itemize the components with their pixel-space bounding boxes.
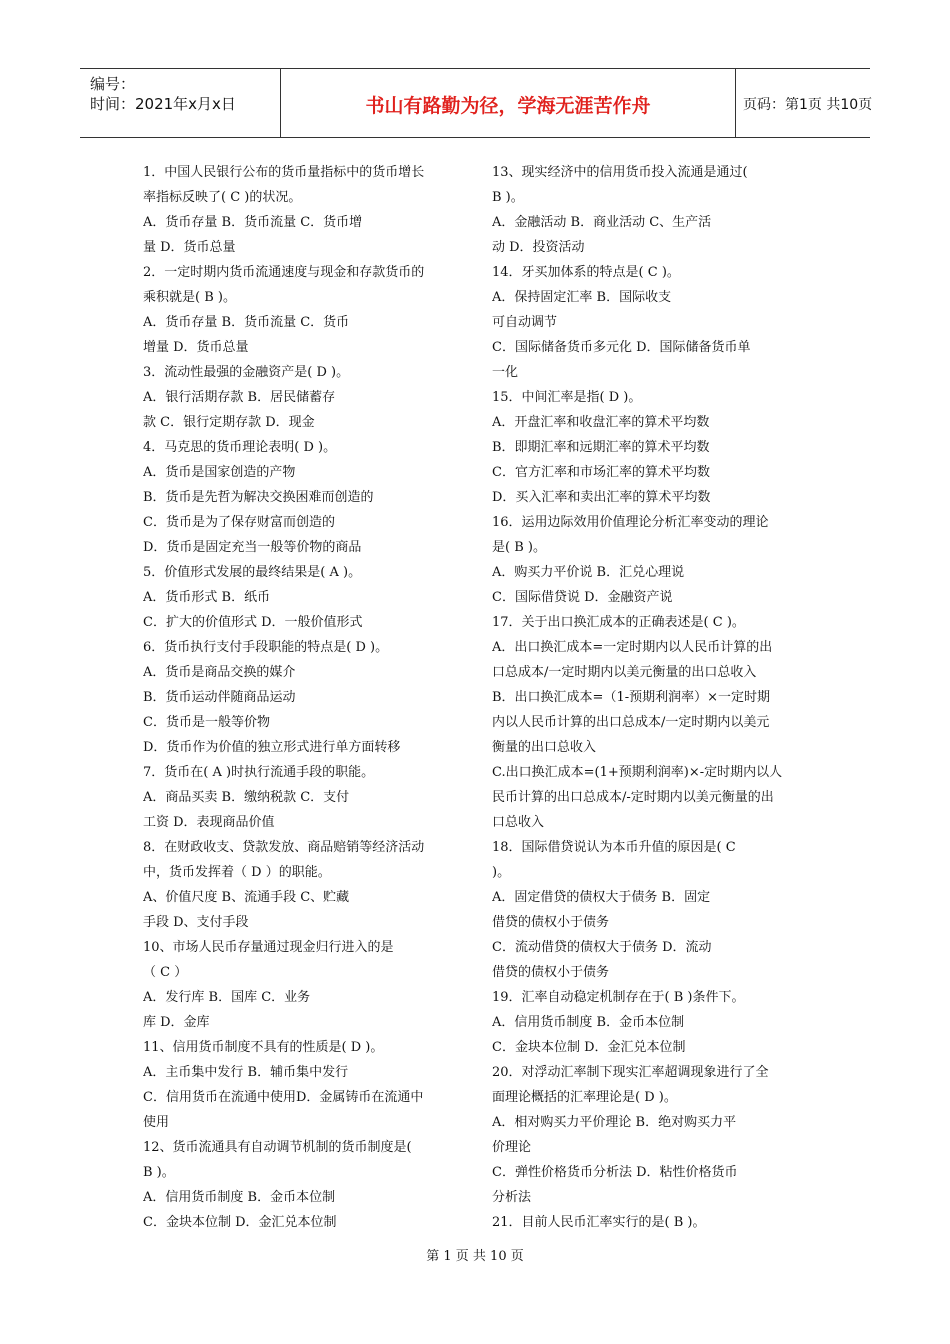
time-label: 时间：2021年x月x日: [90, 95, 236, 113]
text-line: A．相对购买力平价理论 B．绝对购买力平: [492, 1115, 737, 1130]
text-line: B．出口换汇成本=（1-预期利润率）×一定时期: [492, 690, 771, 705]
text-line: 增量 D．货币总量: [143, 340, 249, 355]
text-line: C．信用货币在流通中使用D．金属铸币在流通中: [143, 1090, 424, 1105]
text-line: C．金块本位制 D．金汇兑本位制: [143, 1215, 337, 1230]
text-line: 衡量的出口总收入: [492, 740, 597, 755]
text-line: 民币计算的出口总成本/-定时期内以美元衡量的出: [492, 790, 774, 805]
text-line: A．货币是国家创造的产物: [143, 465, 296, 480]
text-line: 15．中间汇率是指( D )。: [492, 390, 642, 405]
text-line: 分析法: [492, 1190, 532, 1205]
text-line: C．金块本位制 D．金汇兑本位制: [492, 1040, 686, 1055]
text-line: A．信用货币制度 B．金币本位制: [492, 1015, 685, 1030]
text-line: 11、信用货币制度不具有的性质是( D )。: [143, 1040, 384, 1055]
text-line: A．开盘汇率和收盘汇率的算术平均数: [492, 415, 710, 430]
text-line: （ C ）: [143, 965, 188, 980]
text-line: D．货币作为价值的独立形式进行单方面转移: [143, 740, 401, 755]
text-line: C.出口换汇成本=(1+预期利润率)×-定时期内以人: [492, 765, 783, 780]
text-line: A．金融活动 B．商业活动 C、生产活: [492, 215, 712, 230]
text-line: 14．牙买加体系的特点是( C )。: [492, 265, 680, 280]
text-line: 21．目前人民币汇率实行的是( B )。: [492, 1215, 706, 1230]
text-line: A．信用货币制度 B．金币本位制: [143, 1190, 336, 1205]
text-line: 手段 D、支付手段: [143, 915, 249, 930]
text-line: 款 C．银行定期存款 D．现金: [143, 415, 315, 430]
text-line: D．货币是固定充当一般等价物的商品: [143, 540, 362, 555]
text-line: C．流动借贷的债权大于债务 D．流动: [492, 940, 712, 955]
text-line: A．货币是商品交换的媒介: [143, 665, 296, 680]
text-line: B．货币是先哲为解决交换困难而创造的: [143, 490, 374, 505]
text-line: 率指标反映了( C )的状况。: [143, 190, 302, 205]
text-line: 内以人民币计算的出口总成本/一定时期内以美元: [492, 715, 770, 730]
text-line: C．扩大的价值形式 D．一般价值形式: [143, 615, 363, 630]
text-line: C．官方汇率和市场汇率的算术平均数: [492, 465, 710, 480]
text-line: C．货币是为了保存财富而创造的: [143, 515, 335, 530]
text-line: A．出口换汇成本=一定时期内以人民币计算的出: [492, 640, 773, 655]
text-line: A．主币集中发行 B．辅币集中发行: [143, 1065, 349, 1080]
text-line: 13、现实经济中的信用货币投入流通是通过(: [492, 165, 748, 180]
text-line: 量 D．货币总量: [143, 240, 236, 255]
text-line: 一化: [492, 365, 519, 380]
header-page-cell: [735, 69, 873, 137]
left-column: [143, 160, 455, 1235]
text-line: B )。: [492, 190, 524, 205]
text-line: 12、货币流通具有自动调节机制的货币制度是(: [143, 1140, 412, 1155]
text-line: 工资 D．表现商品价值: [143, 815, 275, 830]
text-line: A．货币形式 B．纸币: [143, 590, 271, 605]
text-line: A．货币存量 B．货币流量 C．货币增: [143, 215, 363, 230]
page-header: [80, 68, 873, 138]
number-label: 编号：: [90, 75, 136, 93]
text-line: C．国际储备货币多元化 D．国际储备货币单: [492, 340, 751, 355]
text-line: 口总收入: [492, 815, 545, 830]
text-line: 8．在财政收支、贷款发放、商品赔销等经济活动: [143, 840, 425, 855]
text-line: 1．中国人民银行公布的货币量指标中的货币增长: [143, 165, 425, 180]
text-line: 10、市场人民币存量通过现金归行进入的是: [143, 940, 394, 955]
page-info: 页码：第1页 共10页: [743, 97, 873, 113]
right-column: [492, 160, 804, 1235]
text-line: 口总成本/一定时期内以美元衡量的出口总收入: [492, 665, 757, 680]
text-line: A、价值尺度 B、流通手段 C、贮藏: [143, 890, 350, 905]
header-meta: [80, 69, 280, 137]
text-line: 借贷的债权小于债务: [492, 965, 610, 980]
text-line: 19．汇率自动稳定机制存在于( B )条件下。: [492, 990, 745, 1005]
text-line: 可自动调节: [492, 315, 558, 330]
text-line: 乘积就是( B )。: [143, 290, 236, 305]
text-line: C．国际借贷说 D．金融资产说: [492, 590, 673, 605]
text-line: 2．一定时期内货币流通速度与现金和存款货币的: [143, 265, 425, 280]
text-line: A．购买力平价说 B．汇兑心理说: [492, 565, 685, 580]
header-motto-cell: [280, 69, 736, 137]
text-line: A．固定借贷的债权大于债务 B．固定: [492, 890, 711, 905]
text-line: A．保持固定汇率 B．国际收支: [492, 290, 672, 305]
text-line: 3．流动性最强的金融资产是( D )。: [143, 365, 350, 380]
text-line: 价理论: [492, 1140, 532, 1155]
text-line: A．货币存量 B．货币流量 C．货币: [143, 315, 350, 330]
text-line: B )。: [143, 1165, 175, 1180]
text-line: 借贷的债权小于债务: [492, 915, 610, 930]
text-line: 4．马克思的货币理论表明( D )。: [143, 440, 337, 455]
text-line: 使用: [143, 1115, 170, 1130]
text-line: 5．价值形式发展的最终结果是( A )。: [143, 565, 362, 580]
text-line: B．货币运动伴随商品运动: [143, 690, 296, 705]
text-line: 库 D．金库: [143, 1015, 210, 1030]
text-line: A．银行活期存款 B．居民储蓄存: [143, 390, 336, 405]
text-line: A．发行库 B．国库 C．业务: [143, 990, 311, 1005]
text-line: 16．运用边际效用价值理论分析汇率变动的理论: [492, 515, 769, 530]
text-line: )。: [492, 865, 511, 880]
text-line: 18．国际借贷说认为本币升值的原因是( C: [492, 840, 736, 855]
text-line: D．买入汇率和卖出汇率的算术平均数: [492, 490, 711, 505]
text-line: 面理论概括的汇率理论是( D )。: [492, 1090, 677, 1105]
text-line: 动 D．投资活动: [492, 240, 585, 255]
page-footer: 第 1 页 共 10 页: [426, 1249, 524, 1264]
text-line: C．货币是一般等价物: [143, 715, 270, 730]
text-line: 6．货币执行支付手段职能的特点是( D )。: [143, 640, 389, 655]
text-line: A．商品买卖 B．缴纳税款 C．支付: [143, 790, 350, 805]
text-line: C．弹性价格货币分析法 D．粘性价格货币: [492, 1165, 738, 1180]
text-line: 17．关于出口换汇成本的正确表述是( C )。: [492, 615, 745, 630]
text-line: 是( B )。: [492, 540, 546, 555]
text-line: 中，货币发挥着（ D ）的职能。: [143, 865, 331, 880]
text-line: 20．对浮动汇率制下现实汇率超调现象进行了全: [492, 1065, 769, 1080]
motto: 书山有路勤为径，学海无涯苦作舟: [365, 95, 651, 117]
text-line: 7．货币在( A )时执行流通手段的职能。: [143, 765, 375, 780]
text-line: B．即期汇率和远期汇率的算术平均数: [492, 440, 710, 455]
